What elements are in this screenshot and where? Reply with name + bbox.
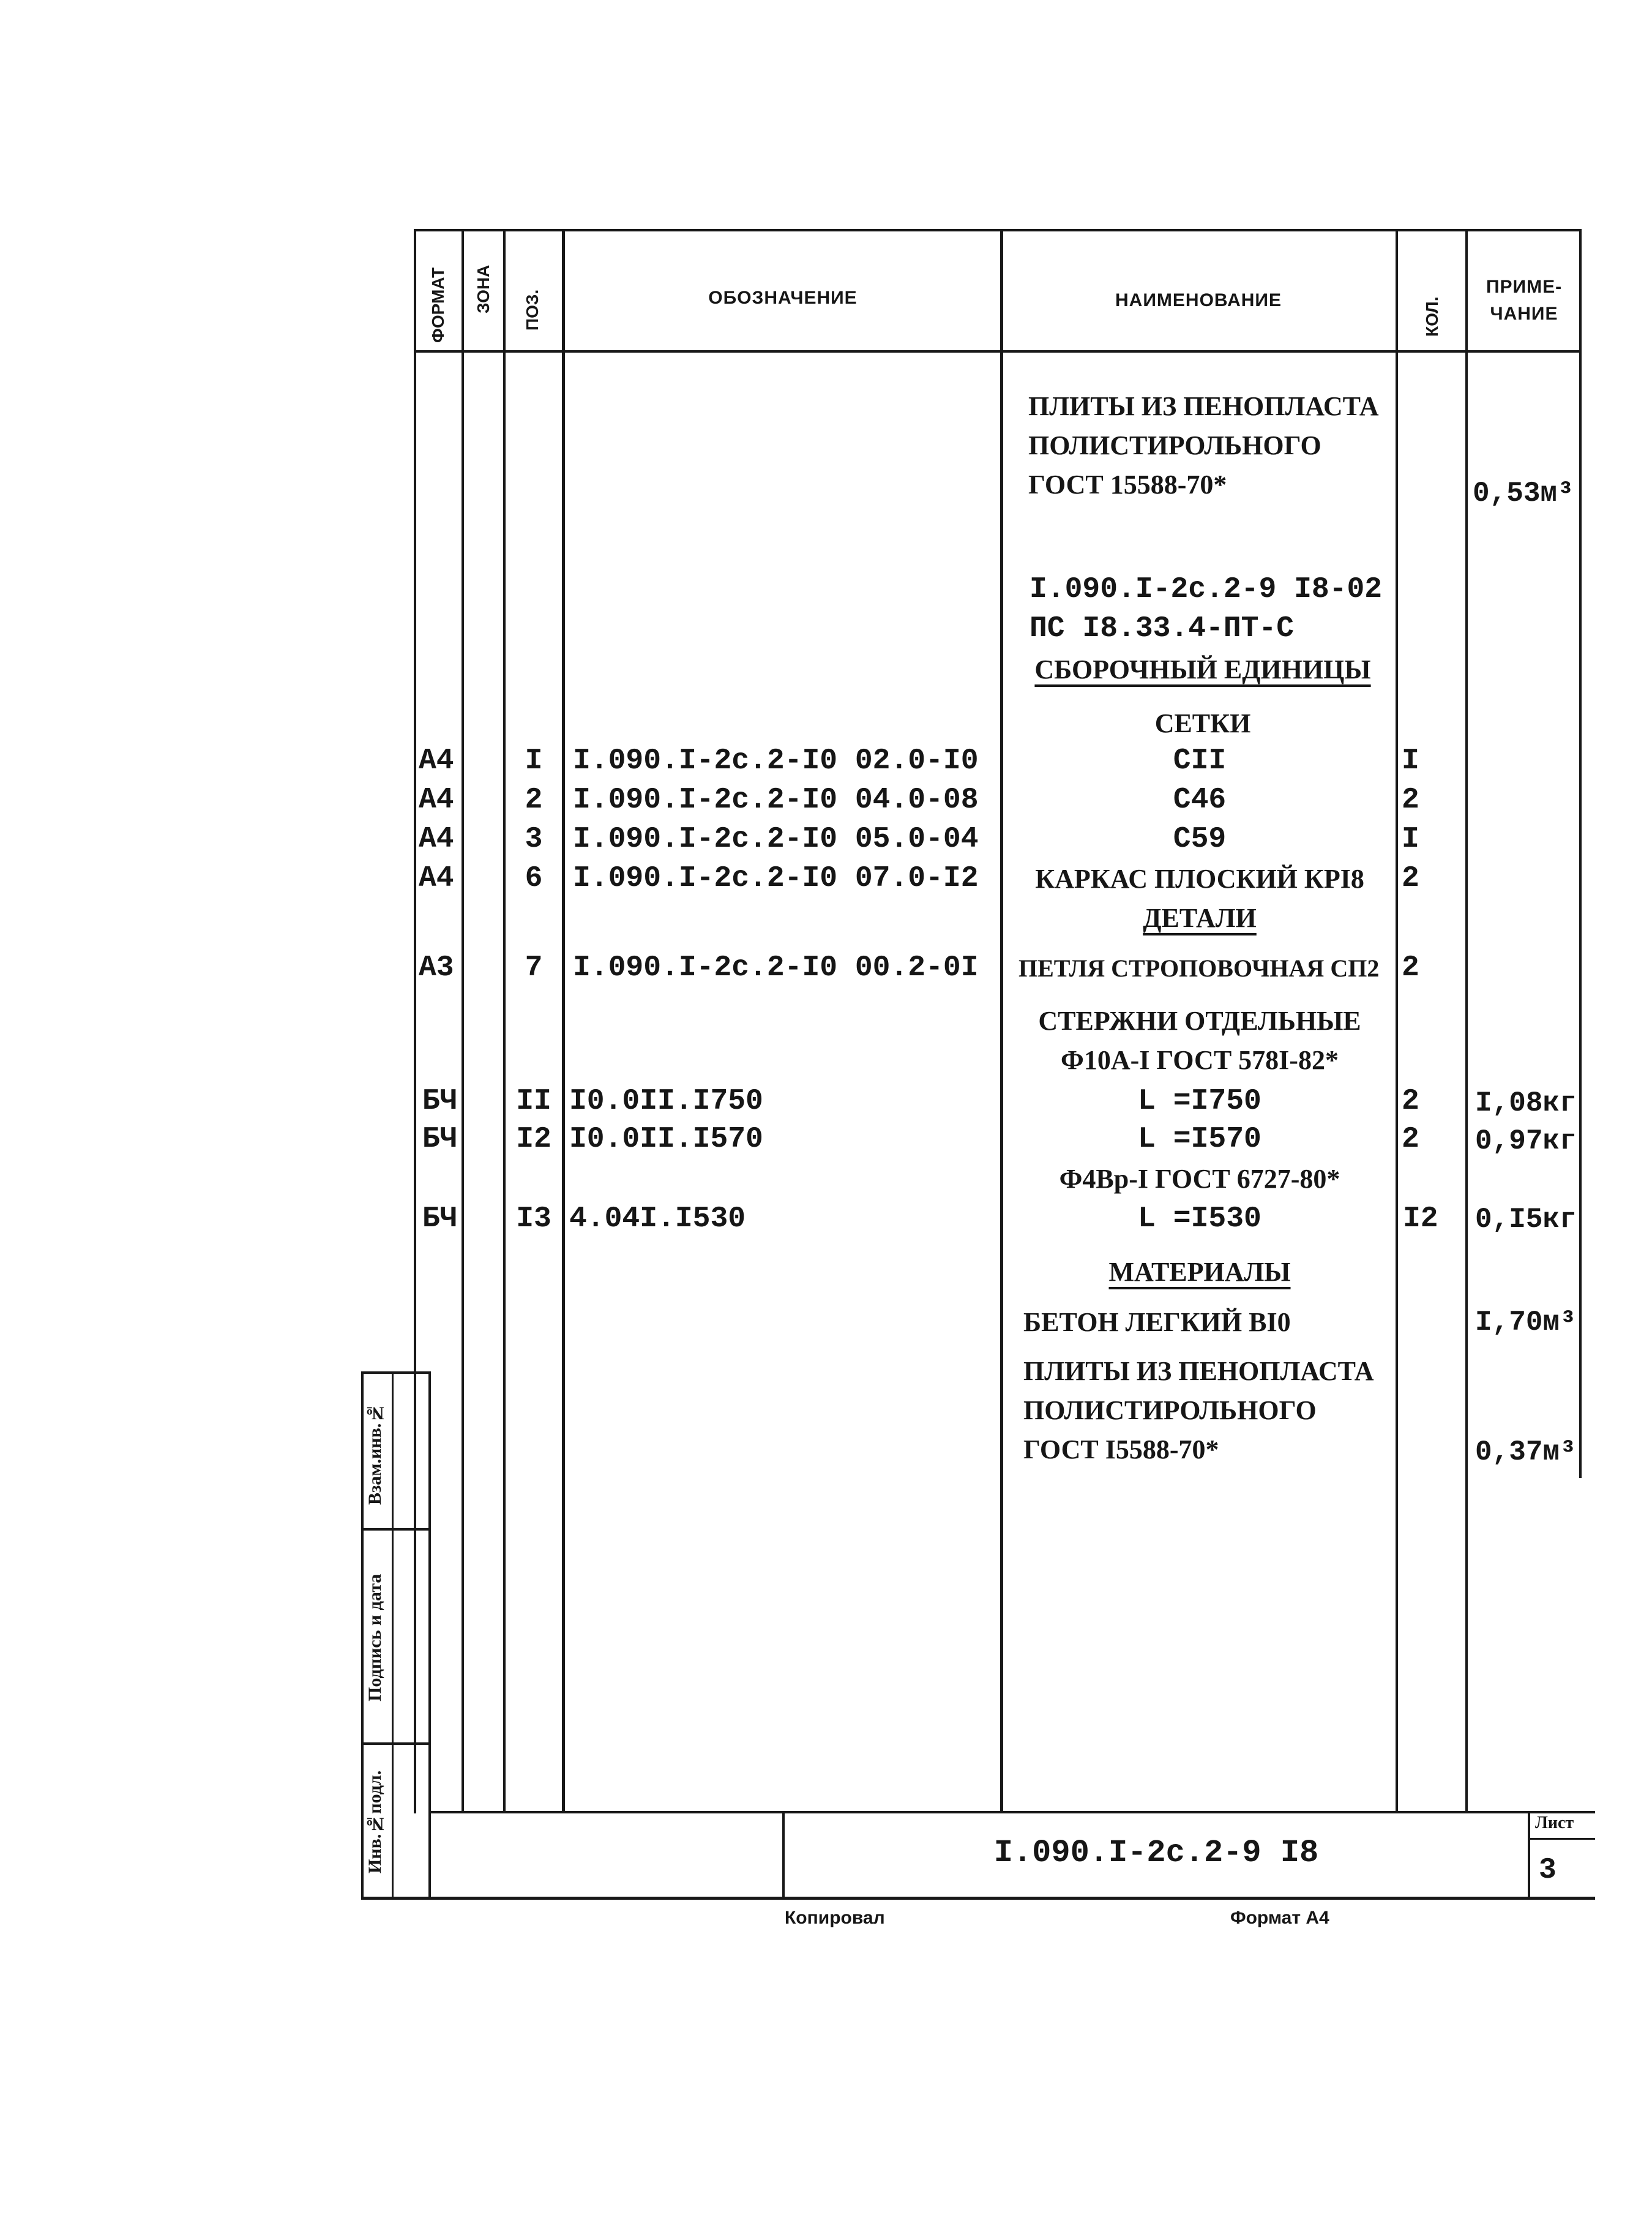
header-name: НАИМЕНОВАНИЕ: [1115, 290, 1282, 310]
row-designation: I.090.I-2c.2-I0 00.2-0I: [573, 951, 979, 984]
material-concrete-note: I,70м³: [1475, 1306, 1577, 1338]
row-pos: I: [525, 744, 543, 778]
row-qty: 2: [1402, 784, 1419, 817]
section-details: ДЕТАЛИ: [1143, 903, 1257, 933]
row-name: C46: [1173, 784, 1227, 817]
material-concrete: БЕТОН ЛЕГКИЙ ВI0: [1023, 1307, 1291, 1337]
row-note: I,08кг: [1475, 1087, 1577, 1119]
row-designation: I.090.I-2c.2-I0 04.0-08: [573, 784, 979, 817]
row-designation: I0.0II.I570: [569, 1123, 763, 1156]
row-pos: 6: [525, 862, 543, 895]
row-name: L =I570: [1138, 1123, 1261, 1156]
side-stamp-top-border: [361, 1371, 430, 1374]
header-zone: ЗОНА: [474, 264, 493, 313]
header-format: ФОРМАТ: [428, 267, 447, 343]
col-line-right: [1579, 229, 1582, 1478]
material-plate-line1: ПЛИТЫ ИЗ ПЕНОПЛАСТА: [1023, 1356, 1374, 1386]
side-stamp-left-border: [361, 1371, 364, 1898]
row-note: 0,97кг: [1475, 1125, 1577, 1157]
row-pos: 7: [525, 951, 543, 984]
side-stamp-original-inv: Инв.№подл.: [365, 1770, 385, 1874]
row-designation: I.090.I-2c.2-I0 02.0-I0: [573, 744, 979, 778]
header-designation: ОБОЗНАЧЕНИЕ: [708, 288, 858, 308]
row-format: А4: [419, 823, 454, 856]
col-line-qty: [1396, 229, 1398, 1813]
row-designation: 4.04I.I530: [569, 1202, 746, 1235]
row-pos: I2: [516, 1123, 551, 1156]
wire-heading: Ф4Вр-I ГОСТ 6727-80*: [1059, 1164, 1340, 1194]
row-name: L =I750: [1138, 1085, 1261, 1118]
row-name: C59: [1173, 823, 1227, 856]
title-block-top-border: [428, 1811, 1595, 1813]
footer-copied: Копировал: [785, 1908, 885, 1928]
side-stamp-replace-inv: Взам.инв.№: [365, 1403, 385, 1505]
row-pos: I3: [516, 1202, 551, 1235]
row-qty: I2: [1403, 1202, 1438, 1235]
side-stamp-divider-2: [361, 1742, 430, 1745]
row-format: А4: [419, 784, 454, 817]
section-assembly-units: СБОРОЧНЫЙ ЕДИНИЦЫ: [1034, 654, 1371, 684]
col-line-zone: [462, 229, 464, 1813]
row-qty: 2: [1402, 1123, 1419, 1156]
top-block-line2: ПОЛИСТИРОЛЬНОГО: [1028, 430, 1321, 460]
group-meshes: СЕТКИ: [1154, 708, 1251, 738]
row-qty: 2: [1402, 951, 1419, 984]
row-format: А4: [419, 862, 454, 895]
row-format: А4: [419, 744, 454, 778]
material-plate-line3: ГОСТ I5588-70*: [1023, 1434, 1219, 1464]
col-line-designation: [562, 229, 565, 1813]
top-block-note: 0,53м³: [1473, 478, 1574, 509]
side-stamp-signature-date: Подпись и дата: [365, 1573, 385, 1702]
header-pos: ПОЗ.: [523, 289, 542, 331]
title-sheet-label: Лист: [1535, 1813, 1574, 1832]
title-block-sheet-line: [1528, 1838, 1595, 1840]
top-block-line1: ПЛИТЫ ИЗ ПЕНОПЛАСТА: [1028, 391, 1379, 421]
header-note-line2: ЧАНИЕ: [1490, 304, 1558, 324]
title-block-sheet-divider: [1528, 1811, 1530, 1898]
row-format: БЧ: [422, 1085, 458, 1118]
row-qty: 2: [1402, 862, 1419, 895]
side-stamp-divider-1: [361, 1528, 430, 1531]
row-designation: I0.0II.I750: [569, 1085, 763, 1118]
row-format: БЧ: [422, 1123, 458, 1156]
col-line-pos: [503, 229, 506, 1813]
title-doc-code: I.090.I-2c.2-9 I8: [993, 1835, 1319, 1871]
assembly-mark: ПС I8.33.4-ПТ-С: [1030, 612, 1295, 645]
title-sheet-number: 3: [1539, 1854, 1557, 1887]
col-line-name: [1000, 229, 1003, 1813]
section-materials: МАТЕРИАЛЫ: [1108, 1257, 1291, 1287]
row-designation: I.090.I-2c.2-I0 07.0-I2: [573, 862, 979, 895]
row-qty: 2: [1402, 1085, 1419, 1118]
row-qty: I: [1402, 823, 1419, 856]
material-plate-note: 0,37м³: [1475, 1436, 1577, 1468]
row-designation: I.090.I-2c.2-I0 05.0-04: [573, 823, 979, 856]
row-name: L =I530: [1138, 1202, 1261, 1235]
row-name: CII: [1173, 744, 1227, 778]
col-line-note: [1465, 229, 1468, 1813]
table-top-border: [414, 229, 1582, 231]
rods-heading: СТЕРЖНИ ОТДЕЛЬНЫЕ: [1038, 1006, 1361, 1036]
row-name: КАРКАС ПЛОСКИЙ КРI8: [1035, 864, 1364, 894]
header-qty: КОЛ.: [1422, 296, 1441, 337]
row-qty: I: [1402, 744, 1419, 778]
row-pos: II: [516, 1085, 551, 1118]
top-block-line3: ГОСТ 15588-70*: [1028, 470, 1227, 500]
row-name: ПЕТЛЯ СТРОПОВОЧНАЯ СП2: [1018, 954, 1380, 982]
header-note-line1: ПРИМЕ-: [1486, 277, 1563, 297]
footer-format: Формат А4: [1230, 1908, 1329, 1928]
row-format: БЧ: [422, 1202, 458, 1235]
assembly-code: I.090.I-2c.2-9 I8-02: [1030, 573, 1383, 606]
side-stamp-inner-line: [392, 1371, 394, 1898]
row-note: 0,I5кг: [1475, 1204, 1577, 1235]
title-block-bottom-border: [361, 1897, 1595, 1900]
rods-heading-gost: Ф10А-I ГОСТ 578I-82*: [1061, 1045, 1339, 1075]
row-format: А3: [419, 951, 454, 984]
col-line-format: [414, 229, 416, 1813]
side-stamp-right-border: [428, 1371, 431, 1898]
row-pos: 3: [525, 823, 543, 856]
row-pos: 2: [525, 784, 543, 817]
material-plate-line2: ПОЛИСТИРОЛЬНОГО: [1023, 1395, 1317, 1425]
header-bottom-border: [414, 350, 1582, 353]
